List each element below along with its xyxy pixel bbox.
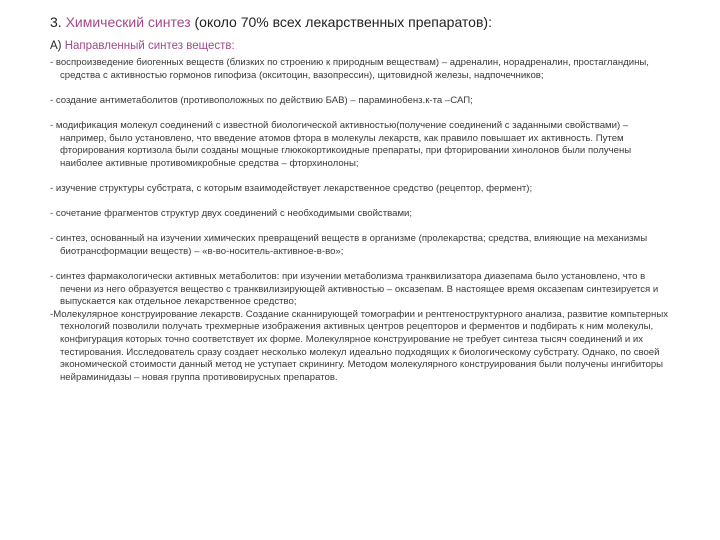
list-item: - модификация молекул соединений с известной биологической активностью(получение соединений с заданными свойствами) – например, было установлено, что введение атомов фтора в молекулы лекарств, как правило повышает их активность. Путем фторирования кортизола были созданы мощные глюкокортикоидные препараты, при фторировании хинолонов были получены наиболее активные противомикробные средства – фторхинолоны; xyxy=(50,119,632,169)
slide-title xyxy=(50,14,492,30)
title-number: 3. xyxy=(50,14,62,30)
subtitle-text: Направленный синтез веществ: xyxy=(64,40,235,52)
bullet-list xyxy=(50,57,670,384)
section-subtitle xyxy=(50,40,235,52)
list-item: - изучение структуры субстрата, с которым взаимодействует лекарственное средство (рецептор, фермент); xyxy=(50,182,533,194)
list-item: - воспроизведение биогенных веществ (близких по строению к природным веществам) – адреналин, норадреналин, простагландины, средства с активностью гормонов гипофиза (окситоцин, вазопрессин), щитовидной железы, надпочечников; xyxy=(50,57,649,81)
subtitle-letter: А) xyxy=(50,40,62,52)
list-item: - создание антиметаболитов (противоположных по действию БАВ) – параминобенз.к-та –САП; xyxy=(50,94,473,106)
title-rest: (около 70% всех лекарственных препаратов): xyxy=(194,14,492,30)
title-highlight: Химический синтез xyxy=(65,14,191,30)
list-item: -Молекулярное конструирование лекарств. Создание сканнирующей томографии и рентгеноструктурного анализа, развитие компьтерных технологий позволили получать трехмерные изображения активных центров рецепторов и ферментов и подбирать к ним молекулы, конфигурация которых точно соответствует их форме. Молекулярное конструирование не требует синтеза тысяч соединений и их тестирования. Исследователь сразу создает несколько молекул идеально подходящих к биологическому субстрату. Однако, по своей экономической стоимости данный метод не уступает скринингу. Методом молекулярного конструирования были получены ингибиторы нейраминидазы – новая группа противовирусных препаратов. xyxy=(50,308,669,383)
list-item: - сочетание фрагментов структур двух соединений с необходимыми свойствами; xyxy=(50,208,413,220)
list-item: - синтез, основанный на изучении химических превращений веществ в организме (пролекарства; средства, влияющие на механизмы биотрансформации веществ) – «в-во-носитель-активное-в-во»; xyxy=(50,233,648,257)
list-item: - синтез фармакологически активных метаболитов: при изучении метаболизма транквилизатора диазепама было установлено, что в печени из него образуется вещество с транквилизирующей активностью – оксазепам. В настоящее время оксазепам синтезируется и выпускается как отдельное лекарственное средство; xyxy=(50,271,659,308)
